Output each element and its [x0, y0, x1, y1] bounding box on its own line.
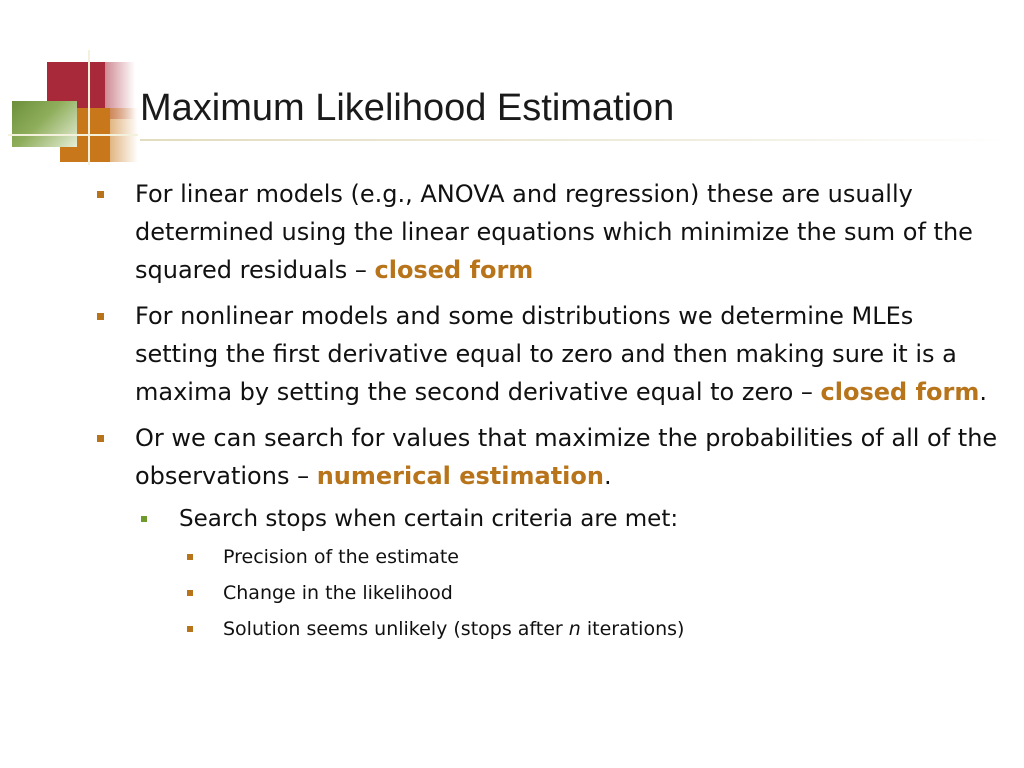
bullet-highlight: closed form	[374, 256, 534, 284]
square-bullet-icon	[187, 626, 193, 632]
bullet-trailing: .	[979, 378, 987, 406]
bullet-text: For nonlinear models and some distributions we determine MLEs setting the first derivative equal to zero and then making sure it is a maxima by setting the second derivative equal to zero –	[135, 302, 957, 406]
bullet-text: For linear models (e.g., ANOVA and regression) these are usually determined using the linear equations which minimize the sum of the squared residuals –	[135, 180, 973, 284]
sub-sub-bullet-trailing: iterations)	[580, 618, 685, 640]
bullet-item	[95, 297, 1000, 411]
bullet-highlight: closed form	[820, 378, 980, 406]
sub-sub-bullet-item	[185, 539, 1000, 575]
bullet-text: Or we can search for values that maximize the probabilities of all of the observations –	[135, 424, 998, 490]
square-bullet-icon	[97, 435, 104, 442]
title-divider	[140, 139, 1010, 141]
bullet-highlight: numerical estimation	[316, 462, 604, 490]
bullet-list	[95, 175, 1000, 647]
logo-horizontal-line	[8, 134, 138, 136]
sub-sub-bullet-text: Precision of the estimate	[223, 546, 459, 568]
sub-sub-bullet-text: Solution seems unlikely (stops after	[223, 618, 569, 640]
sub-sub-bullet-item	[185, 611, 1000, 647]
sub-bullet-item	[139, 501, 1000, 537]
slide-title: Maximum Likelihood Estimation	[140, 87, 675, 129]
square-bullet-icon	[141, 516, 147, 522]
square-bullet-icon	[97, 313, 104, 320]
square-bullet-icon	[187, 590, 193, 596]
logo-vertical-line	[88, 50, 90, 165]
bullet-item	[95, 175, 1000, 289]
logo-green-square	[12, 101, 77, 147]
bullet-item	[95, 419, 1000, 495]
sub-bullet-text: Search stops when certain criteria are met:	[179, 506, 679, 532]
sub-sub-bullet-item	[185, 575, 1000, 611]
bullet-trailing: .	[603, 462, 612, 490]
square-bullet-icon	[97, 191, 104, 198]
square-bullet-icon	[187, 554, 193, 560]
italic-variable: n	[568, 618, 581, 640]
sub-sub-bullet-text: Change in the likelihood	[223, 582, 453, 604]
